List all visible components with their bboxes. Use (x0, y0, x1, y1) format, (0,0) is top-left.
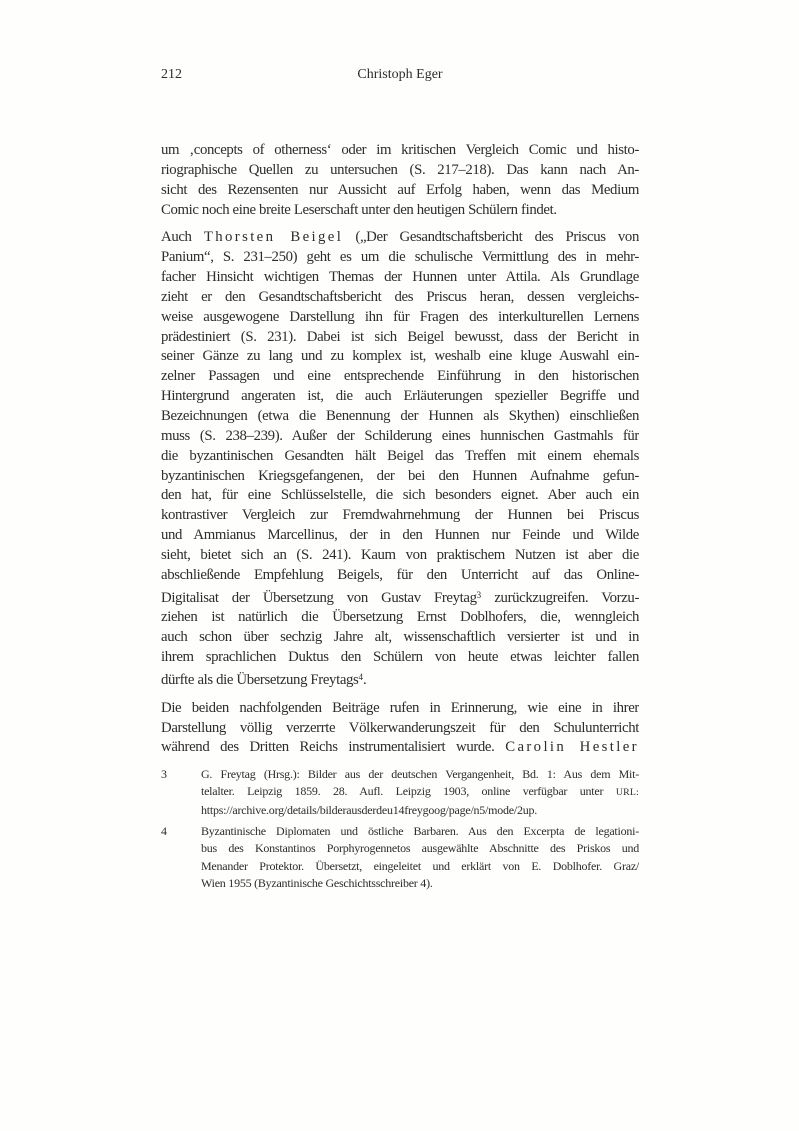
text-line: den hat, für eine Schlüsselstelle, die sich besonders eignet. Aber auch ein (161, 487, 639, 504)
body-paragraph (161, 141, 639, 220)
text-line: riographische Quellen zu untersuchen (S. 217–218). Das kann nach An- (161, 161, 639, 178)
text-line: während des Dritten Reichs instrumentalisiert wurde. Carolin Hestler (161, 739, 639, 756)
text-line: die byzantinischen Gesandten hält Beigel das Treffen mit einem ehemals (161, 447, 639, 464)
text-line: weise ausgewogene Darstellung ihn für Fragen des interkulturellen Lernens (161, 308, 639, 325)
letterspaced-name: Thorsten Beigel (203, 229, 344, 246)
text-line: Bezeichnungen (etwa die Benennung der Hunnen als Skythen) einschließen (161, 407, 639, 424)
text-line: G. Freytag (Hrsg.): Bilder aus der deutschen Vergangenheit, Bd. 1: Aus dem Mit- (201, 767, 639, 781)
text-line: prädestiniert (S. 231). Dabei ist sich Beigel bewusst, dass der Bericht in (161, 328, 639, 345)
text-line: und Ammianus Marcellinus, der in den Hunnen nur Feinde und Wilde (161, 527, 639, 544)
footnote-marker: 3 (476, 589, 482, 600)
footnote-item (161, 766, 639, 819)
text-line: Auch Thorsten Beigel („Der Gesandtschaftsbericht des Priscus von (161, 229, 639, 246)
text-line: dürfte als die Übersetzung Freytags$^4$. (161, 671, 367, 688)
footnote-text (201, 823, 639, 892)
text-line: um ‚concepts of otherness‘ oder im kritischen Vergleich Comic und histo- (161, 142, 639, 158)
body-text (161, 141, 639, 766)
small-caps-text: URL: (615, 787, 639, 799)
text-line: Hintergrund angeraten ist, die auch Erläuterungen spezieller Begriffe und (161, 388, 639, 405)
letterspaced-name: Carolin Hestler (505, 739, 639, 756)
text-line: Menander Protektor. Übersetzt, eingeleitet und erklärt von E. Doblhofer. Graz/ (201, 858, 639, 873)
text-line: auch schon über sechzig Jahre alt, wissenschaftlich versierter ist und in (161, 629, 639, 646)
page-number: 212 (161, 67, 182, 82)
text-line: byzantinischen Kriegsgefangenen, der bei den Hunnen Aufnahme gefun- (161, 467, 639, 484)
text-line: sicht des Rezensenten nur Aussicht auf Erfolg haben, wenn das Medium (161, 181, 639, 198)
text-line: https://archive.org/details/bilderausderdeu14freygoog/page/n5/mode/2up. (201, 802, 537, 817)
footnote-item (161, 823, 639, 892)
running-header (161, 67, 639, 83)
footnote-text (201, 766, 639, 819)
body-paragraph (161, 699, 639, 759)
text-line: ihrem sprachlichen Duktus den Schülern von heute etwas leichter fallen (161, 649, 639, 666)
text-line: Wien 1955 (Byzantinische Geschichtsschreiber 4). (201, 876, 433, 891)
footnote-marker: 4 (358, 671, 363, 682)
text-line: Comic noch eine breite Leserschaft unter den heutigen Schülern findet. (161, 201, 557, 218)
text-line: Digitalisat der Übersetzung von Gustav Freytag$^3$ zurückzugreifen. Vorzu- (161, 589, 639, 606)
text-line: abschließende Empfehlung Beigels, für den Unterricht auf das Online- (161, 566, 639, 583)
footnote-number: 4 (161, 824, 167, 839)
text-line: muss (S. 238–239). Außer der Schilderung eines hunnischen Gastmahls für (161, 427, 639, 444)
text-line: Darstellung völlig verzerrte Völkerwanderungszeit für den Schulunterricht (161, 719, 639, 736)
text-line: facher Hinsicht wichtigen Themas der Hunnen unter Attila. Als Grundlage (161, 269, 639, 286)
footnote-number: 3 (161, 767, 167, 781)
text-line: zieht er den Gesandtschaftsbericht des Priscus heran, dessen vergleichs- (161, 288, 639, 305)
footnotes-section (161, 766, 639, 896)
text-line: ziehen ist natürlich die Übersetzung Ernst Doblhofers, die, wenngleich (161, 609, 639, 626)
text-line: Die beiden nachfolgenden Beiträge rufen in Erinnerung, wie eine in ihrer (161, 699, 639, 716)
text-line: Panium“, S. 231–250) geht es um die schulische Vermittlung des in mehr- (161, 249, 639, 266)
text-line: zelner Passagen und eine entsprechende Einführung in den historischen (161, 368, 639, 385)
text-line: bus des Konstantinos Porphyrogennetos ausgewählte Abschnitte des Priskos und (201, 841, 639, 856)
running-title: Christoph Eger (357, 67, 443, 82)
body-paragraph (161, 228, 639, 690)
text-line: sieht, bietet sich an (S. 241). Kaum von praktischem Nutzen ist aber die (161, 546, 639, 563)
text-line: kontrastiver Vergleich zur Fremdwahrnehmung der Hunnen bei Priscus (161, 507, 639, 524)
text-line: Byzantinische Diplomaten und östliche Barbaren. Aus den Excerpta de legationi- (201, 824, 639, 839)
text-line: telalter. Leipzig 1859. 28. Aufl. Leipzig 1903, online verfügbar unter URL: (201, 784, 639, 799)
text-block (161, 0, 639, 1131)
text-line: seiner Gänze zu lang und zu komplex ist, weshalb eine kluge Auswahl ein- (161, 348, 639, 365)
